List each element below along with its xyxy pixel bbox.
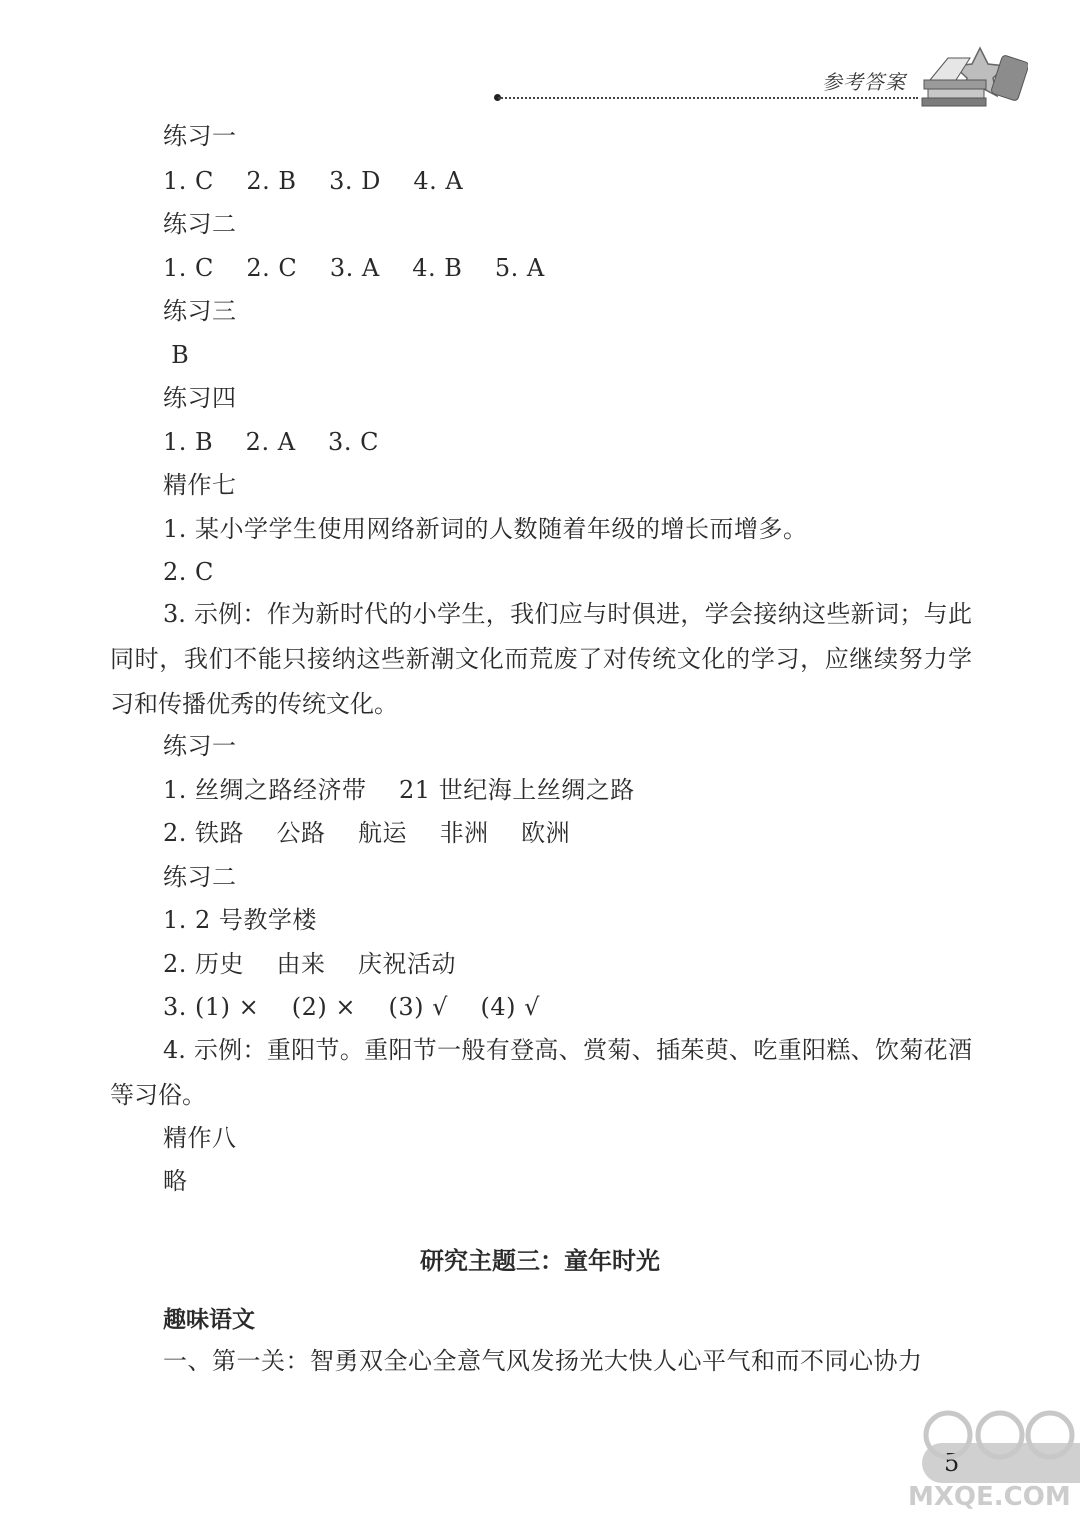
page-number: 5 [944,1449,960,1477]
books-star-icon [918,44,1028,108]
answer-line: 2. C [163,558,214,586]
exercise-heading: 练习二 [163,210,237,238]
answer-line: 1. 某小学学生使用网络新词的人数随着年级的增长而增多。 [163,515,808,543]
answer-line: 2. 铁路 公路 航运 非洲 欧洲 [163,819,571,847]
exercise-heading: 练习二 [163,863,237,891]
answer-line: 1. C 2. B 3. D 4. A [163,167,464,195]
answer-line: 3. (1) × (2) × (3) √ (4) √ [163,993,540,1021]
answer-paragraph: 3. 示例：作为新时代的小学生，我们应与时俱进，学会接纳这些新词；与此同时，我们不能只接纳这些新潮文化而荒废了对传统文化的学习，应继续努力学习和传播优秀的传统文化。 [110,600,972,718]
answer-paragraph: 4. 示例：重阳节。重阳节一般有登高、赏菊、插茱萸、吃重阳糕、饮菊花酒等习俗。 [110,1036,972,1109]
answer-line: 略 [163,1167,188,1195]
exercise-heading: 练习四 [163,384,237,412]
subsection-title: 趣味语文 [163,1307,255,1333]
exercise-heading: 练习一 [163,732,237,760]
answer-line: 1. B 2. A 3. C [163,428,379,456]
exercise-heading: 练习三 [163,297,237,325]
answer-line: B [163,341,190,369]
watermark-logo [900,1405,1080,1515]
exercise-heading: 练习一 [163,122,237,150]
header-rule [498,97,918,99]
answer-line: 1. 2 号教学楼 [163,906,317,934]
answer-line: 1. C 2. C 3. A 4. B 5. A [163,254,545,282]
exercise-heading: 精作七 [163,471,237,499]
answer-line: 1. 丝绸之路经济带 21 世纪海上丝绸之路 [163,776,635,804]
section-title: 研究主题三：童年时光 [420,1247,660,1275]
header-label: 参考答案 [822,70,906,94]
answer-line: 2. 历史 由来 庆祝活动 [163,950,457,978]
exercise-heading: 精作八 [163,1124,237,1152]
svg-text:MXQE.COM: MXQE.COM [908,1482,1071,1512]
answer-line: 一、第一关：智勇双全心全意气风发扬光大快人心平气和而不同心协力 [163,1347,923,1375]
